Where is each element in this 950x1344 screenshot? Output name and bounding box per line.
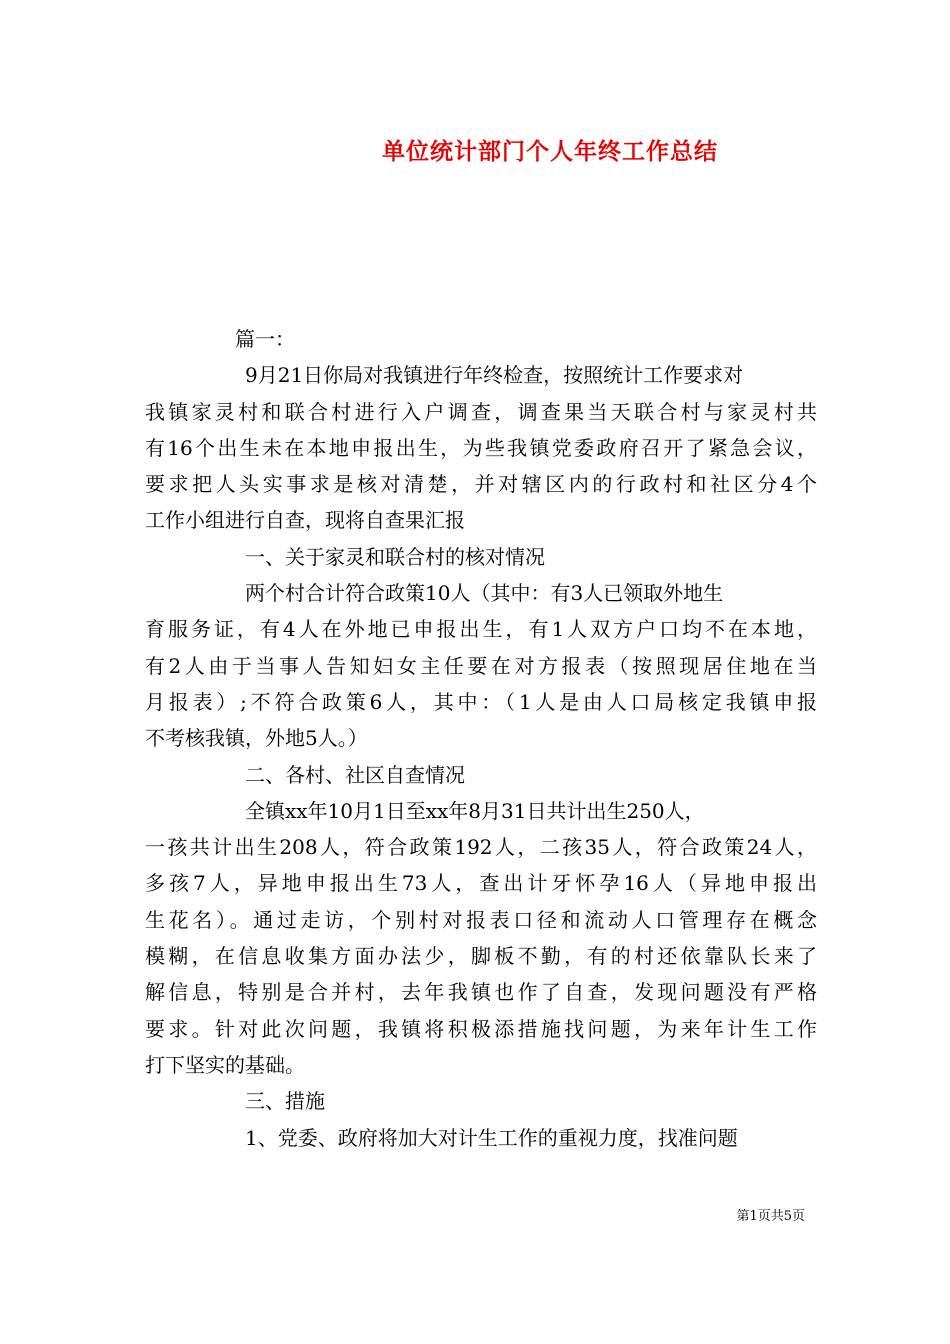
paragraph-line: 两个村合计符合政策10人（其中：有3人已领取外地生 bbox=[245, 581, 724, 606]
paragraph-line: 全镇xx年10月1日至xx年8月31日共计出生250人， bbox=[245, 798, 705, 823]
paragraph-line: 有2人由于当事人告知妇女主任要在对方报表（按照现居住地在当 bbox=[145, 653, 817, 678]
paragraph-line: 工作小组进行自查，现将自查果汇报 bbox=[145, 508, 465, 533]
document-title: 单位统计部门个人年终工作总结 bbox=[382, 138, 718, 165]
paragraph-line: 要求。针对此次问题，我镇将积极添措施找问题，为来年计生工作 bbox=[145, 1016, 817, 1041]
paragraph-line: 一孩共计出生208人，符合政策192人，二孩35人，符合政策24人， bbox=[145, 835, 817, 860]
paragraph-line: 月报表）;不符合政策6人，其中：（1人是由人口局核定我镇申报 bbox=[145, 689, 817, 714]
paragraph-line: 生花名）。通过走访，个别村对报表口径和流动人口管理存在概念 bbox=[145, 907, 817, 932]
paragraph-line: 9月21日你局对我镇进行年终检查，按照统计工作要求对 bbox=[245, 363, 744, 388]
paragraph-line: 要求把人头实事求是核对清楚，并对辖区内的行政村和社区分4个 bbox=[145, 472, 817, 497]
paragraph-line: 我镇家灵村和联合村进行入户调查，调查果当天联合村与家灵村共 bbox=[145, 399, 817, 424]
section-heading: 二、各村、社区自查情况 bbox=[245, 762, 465, 787]
paragraph-line: 不考核我镇，外地5人。） bbox=[145, 726, 368, 751]
section-heading: 一、关于家灵和联合村的核对情况 bbox=[245, 544, 545, 569]
part-heading: 篇一： bbox=[235, 327, 295, 351]
document-body bbox=[145, 321, 817, 1156]
paragraph-line: 解信息，特别是合并村，去年我镇也作了自查，发现问题没有严格 bbox=[145, 980, 817, 1005]
paragraph-line: 育服务证，有4人在外地已申报出生，有1人双方户口均不在本地， bbox=[145, 617, 817, 642]
paragraph-line: 1、党委、政府将加大对计生工作的重视力度，找准问题 bbox=[245, 1125, 738, 1150]
paragraph-line: 多孩7人，异地申报出生73人，查出计牙怀孕16人（异地申报出 bbox=[145, 871, 817, 896]
section-heading: 三、措施 bbox=[245, 1089, 325, 1114]
paragraph-line: 打下坚实的基础。 bbox=[145, 1052, 305, 1077]
paragraph-line: 模糊，在信息收集方面办法少，脚板不勤，有的村还依靠队长来了 bbox=[145, 944, 817, 969]
paragraph-line: 有16个出生未在本地申报出生，为些我镇党委政府召开了紧急会议， bbox=[145, 435, 817, 460]
page-number: 第1页共5页 bbox=[736, 1209, 805, 1224]
